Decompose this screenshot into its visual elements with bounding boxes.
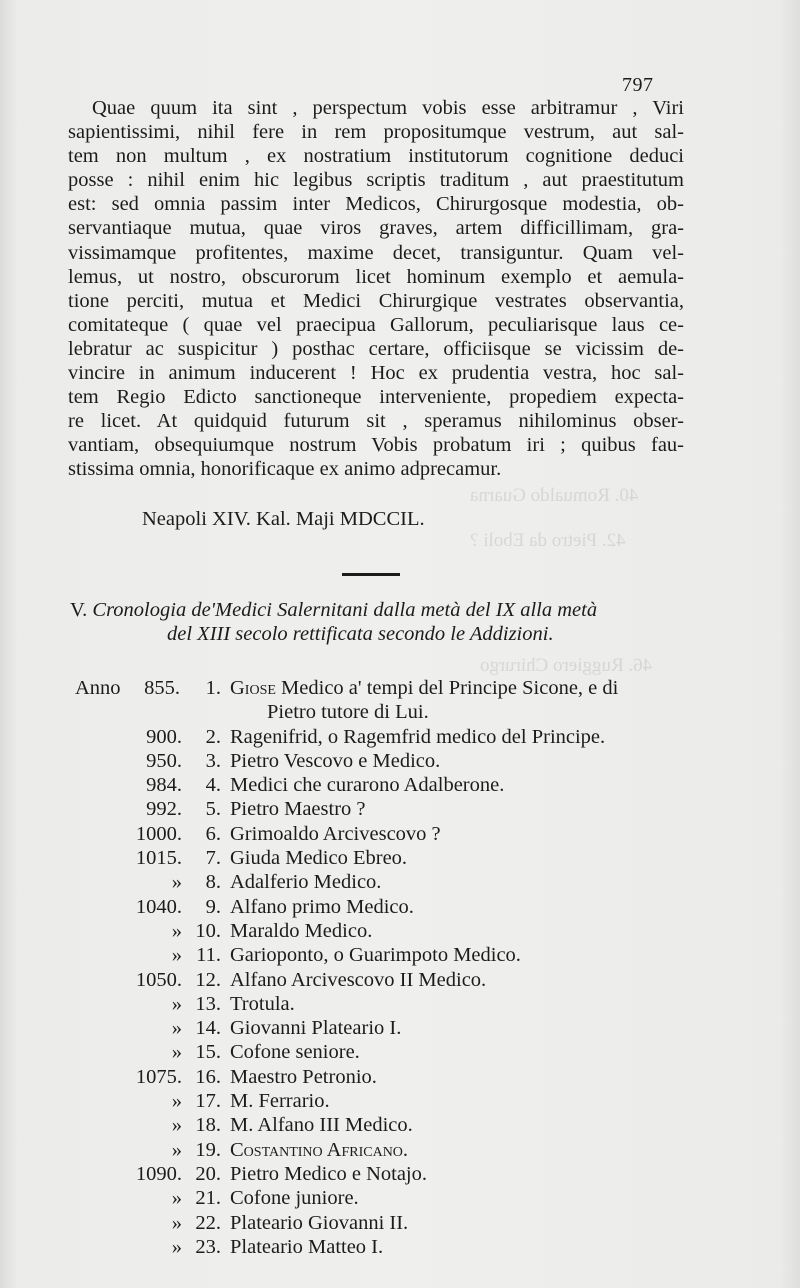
chronology-entry [72, 1211, 712, 1235]
entry-text [230, 1138, 408, 1162]
chronology-entry [72, 992, 712, 1016]
entry-number: 17. [195, 1090, 221, 1113]
entry-description: Giovanni Plateario I. [230, 1017, 402, 1040]
section-title-line2: del XIII secolo rettificata secondo le Addizioni. [167, 623, 554, 645]
entry-description: Plateario Matteo I. [230, 1235, 384, 1258]
paragraph-line: vissimamque profitentes, maxime decet, transiguntur. Quam vel- [68, 241, 684, 264]
entry-number: 20. [195, 1162, 221, 1185]
paragraph-line: sapientissimi, nihil fere in rem propositumque vestrum, aut sal- [68, 121, 684, 144]
entry-number: 1. [205, 677, 221, 699]
section-divider [342, 573, 400, 576]
entry-number: 12. [195, 968, 221, 991]
paragraph-line: vantiam, obsequiumque nostrum Vobis probatum iri ; quibus fau- [68, 434, 684, 457]
section-heading [70, 598, 682, 646]
entry-text [230, 1089, 330, 1113]
chronology-entry [72, 968, 712, 992]
entry-number: 8. [205, 871, 221, 894]
entry-text [230, 992, 295, 1016]
entry-year: » [171, 1041, 182, 1064]
entry-year: 900. [146, 725, 182, 748]
entry-year: 1015. [135, 847, 182, 870]
chronology-entry [72, 943, 712, 967]
entry-description: Medici che curarono Adalberone. [230, 774, 505, 797]
entry-description: Plateario Giovanni II. [230, 1211, 409, 1234]
entry-text [230, 943, 521, 967]
entry-text [230, 846, 407, 870]
entry-number: 11. [196, 944, 221, 967]
entry-number: 23. [195, 1235, 221, 1258]
chronology-list [72, 676, 712, 1259]
entry-text [230, 968, 486, 992]
chronology-entry [72, 725, 712, 749]
entry-text [230, 1235, 383, 1259]
entry-text [230, 870, 381, 894]
entry-year: 1075. [135, 1065, 182, 1088]
paragraph-line: servantiaque mutua, quae viros graves, artem difficillimam, gra- [68, 217, 684, 240]
bleed-through-shadow: 40. Romualdo Guarna [470, 485, 639, 506]
chronology-entry [72, 822, 712, 846]
paragraph-line: vincire in animum inducerent ! Hoc ex prudentia vestra, hoc sal- [68, 362, 684, 385]
entry-year: 992. [146, 798, 182, 821]
chronology-entry [72, 773, 712, 797]
entry-description: Pietro Medico e Notajo. [230, 1162, 427, 1185]
entry-text [230, 773, 504, 797]
entry-text [230, 676, 618, 700]
entry-year: » [171, 992, 182, 1015]
entry-description: Garioponto, o Guarimpoto Medico. [230, 944, 521, 967]
bleed-through-shadow: 46. Ruggiero Chirurgo [480, 655, 653, 676]
entry-year: 950. [146, 749, 182, 772]
entry-text [230, 1065, 377, 1089]
chronology-entry [72, 1016, 712, 1040]
entry-text [230, 1016, 401, 1040]
entry-year: » [171, 944, 182, 967]
entry-number: 16. [195, 1065, 221, 1088]
entry-year: 1050. [135, 968, 182, 991]
page-number: 797 [622, 74, 654, 96]
entry-text [230, 725, 605, 749]
paragraph-line: posse : nihil enim hic legibus scriptis traditum , aut praestitutum [68, 169, 684, 192]
paragraph-line: comitateque ( quae vel praecipua Gallorum, peculiarisque laus ce- [68, 313, 684, 336]
entry-year: 855. [144, 677, 180, 699]
entry-description: Grimoaldo Arcivescovo ? [230, 822, 441, 845]
entry-description: Ragenifrid, o Ragemfrid medico del Principe. [230, 725, 606, 748]
paragraph-line: est: sed omnia passim inter Medicos, Chirurgosque modestia, ob- [68, 193, 684, 216]
entry-text [230, 749, 440, 773]
prose-paragraph [68, 96, 684, 482]
entry-description: M. Ferrario. [230, 1090, 330, 1113]
entry-number: 4. [205, 774, 221, 797]
section-number: V. [70, 599, 88, 621]
entry-number: 9. [205, 895, 221, 918]
chronology-entry-continuation [72, 700, 712, 724]
entry-description: Alfano primo Medico. [230, 895, 414, 918]
entry-description: Adalferio Medico. [230, 871, 382, 894]
chronology-entry [72, 1065, 712, 1089]
entry-number: 7. [205, 847, 221, 870]
entry-number: 2. [205, 725, 221, 748]
entry-description: M. Alfano III Medico. [230, 1114, 413, 1137]
entry-name-smallcaps: Giose [230, 677, 276, 699]
chronology-entry [72, 919, 712, 943]
entry-year: » [171, 919, 182, 942]
entry-year: » [171, 1090, 182, 1113]
entry-year: 984. [146, 774, 182, 797]
entry-description: Cofone juniore. [230, 1187, 359, 1210]
entry-description: Maraldo Medico. [230, 919, 373, 942]
entry-year: 1040. [135, 895, 182, 918]
chronology-entry [72, 676, 712, 700]
entry-text [230, 797, 366, 821]
chronology-entry [72, 797, 712, 821]
entry-description: Cofone seniore. [230, 1041, 360, 1064]
chronology-entry [72, 846, 712, 870]
entry-year: » [171, 1235, 182, 1258]
entry-year: » [171, 1187, 182, 1210]
entry-description: Alfano Arcivescovo II Medico. [230, 968, 487, 991]
entry-number: 15. [195, 1041, 221, 1064]
entry-description: Giuda Medico Ebreo. [230, 847, 408, 870]
paragraph-line: tem non multum , ex nostratium institutorum cognitione deduci [68, 145, 684, 168]
entry-number: 19. [195, 1138, 221, 1161]
entry-number: 13. [195, 992, 221, 1015]
entry-number: 5. [205, 798, 221, 821]
chronology-entry [72, 1186, 712, 1210]
entry-description: Medico a' tempi del Principe Sicone, e di [281, 677, 619, 699]
paragraph-line: Quae quum ita sint , perspectum vobis esse arbitramur , Viri [92, 97, 684, 119]
paragraph-line: lebratur ac suspicitur ) posthac certare, officiisque se vicissim de- [68, 337, 684, 360]
chronology-entry [72, 895, 712, 919]
entry-year: » [171, 1017, 182, 1040]
entry-text [230, 1211, 408, 1235]
entry-description: Maestro Petronio. [230, 1065, 377, 1088]
place-date-line: Neapoli XIV. Kal. Maji MDCCIL. [142, 508, 425, 530]
entry-text [230, 1162, 427, 1186]
entry-name-smallcaps: Costantino Africano. [230, 1138, 409, 1161]
entry-description: Pietro Vescovo e Medico. [230, 749, 441, 772]
paragraph-line: lemus, ut nostro, obscurorum licet hominum exemplo et aemula- [68, 265, 684, 288]
entry-number: 18. [195, 1114, 221, 1137]
entry-text [230, 1186, 359, 1210]
entry-description: Pietro Maestro ? [230, 798, 366, 821]
entry-number: 6. [205, 822, 221, 845]
entry-text [267, 700, 429, 724]
chronology-entry [72, 1138, 712, 1162]
entry-year: » [171, 871, 182, 894]
paragraph-line: tione perciti, mutua et Medici Chirurgique vestrates observantia, [68, 289, 684, 312]
paragraph-line: stissima omnia, honorificaque ex animo adprecamur. [68, 458, 502, 481]
entry-number: 3. [205, 749, 221, 772]
entry-year: » [171, 1211, 182, 1234]
entry-number: 14. [195, 1017, 221, 1040]
entry-year: 1000. [135, 822, 182, 845]
chronology-entry [72, 1162, 712, 1186]
entry-number: 22. [195, 1211, 221, 1234]
entry-description: Trotula. [230, 992, 295, 1015]
entry-number: 21. [195, 1187, 221, 1210]
entry-description: Pietro tutore di Lui. [267, 701, 429, 724]
chronology-entry [72, 1040, 712, 1064]
entry-text [230, 1113, 413, 1137]
entry-text [230, 1040, 360, 1064]
anno-label: Anno [75, 677, 121, 699]
chronology-entry [72, 870, 712, 894]
entry-text [230, 919, 372, 943]
chronology-entry [72, 1113, 712, 1137]
entry-year: 1090. [135, 1162, 182, 1185]
paragraph-line: tem Regio Edicto sanctioneque interveniente, propediem expecta- [68, 386, 684, 409]
entry-number: 10. [195, 919, 221, 942]
paragraph-line: re licet. At quidquid futurum sit , speramus nihilominus obser- [68, 410, 684, 433]
entry-text [230, 895, 414, 919]
chronology-entry [72, 1235, 712, 1259]
section-title-line1: Cronologia de'Medici Salernitani dalla metà del IX alla metà [92, 599, 598, 621]
entry-text [230, 822, 441, 846]
entry-year: » [171, 1138, 182, 1161]
chronology-entry [72, 749, 712, 773]
chronology-entry [72, 1089, 712, 1113]
bleed-through-shadow: 42. Pietro da Eboli ? [470, 530, 626, 551]
entry-year: » [171, 1114, 182, 1137]
